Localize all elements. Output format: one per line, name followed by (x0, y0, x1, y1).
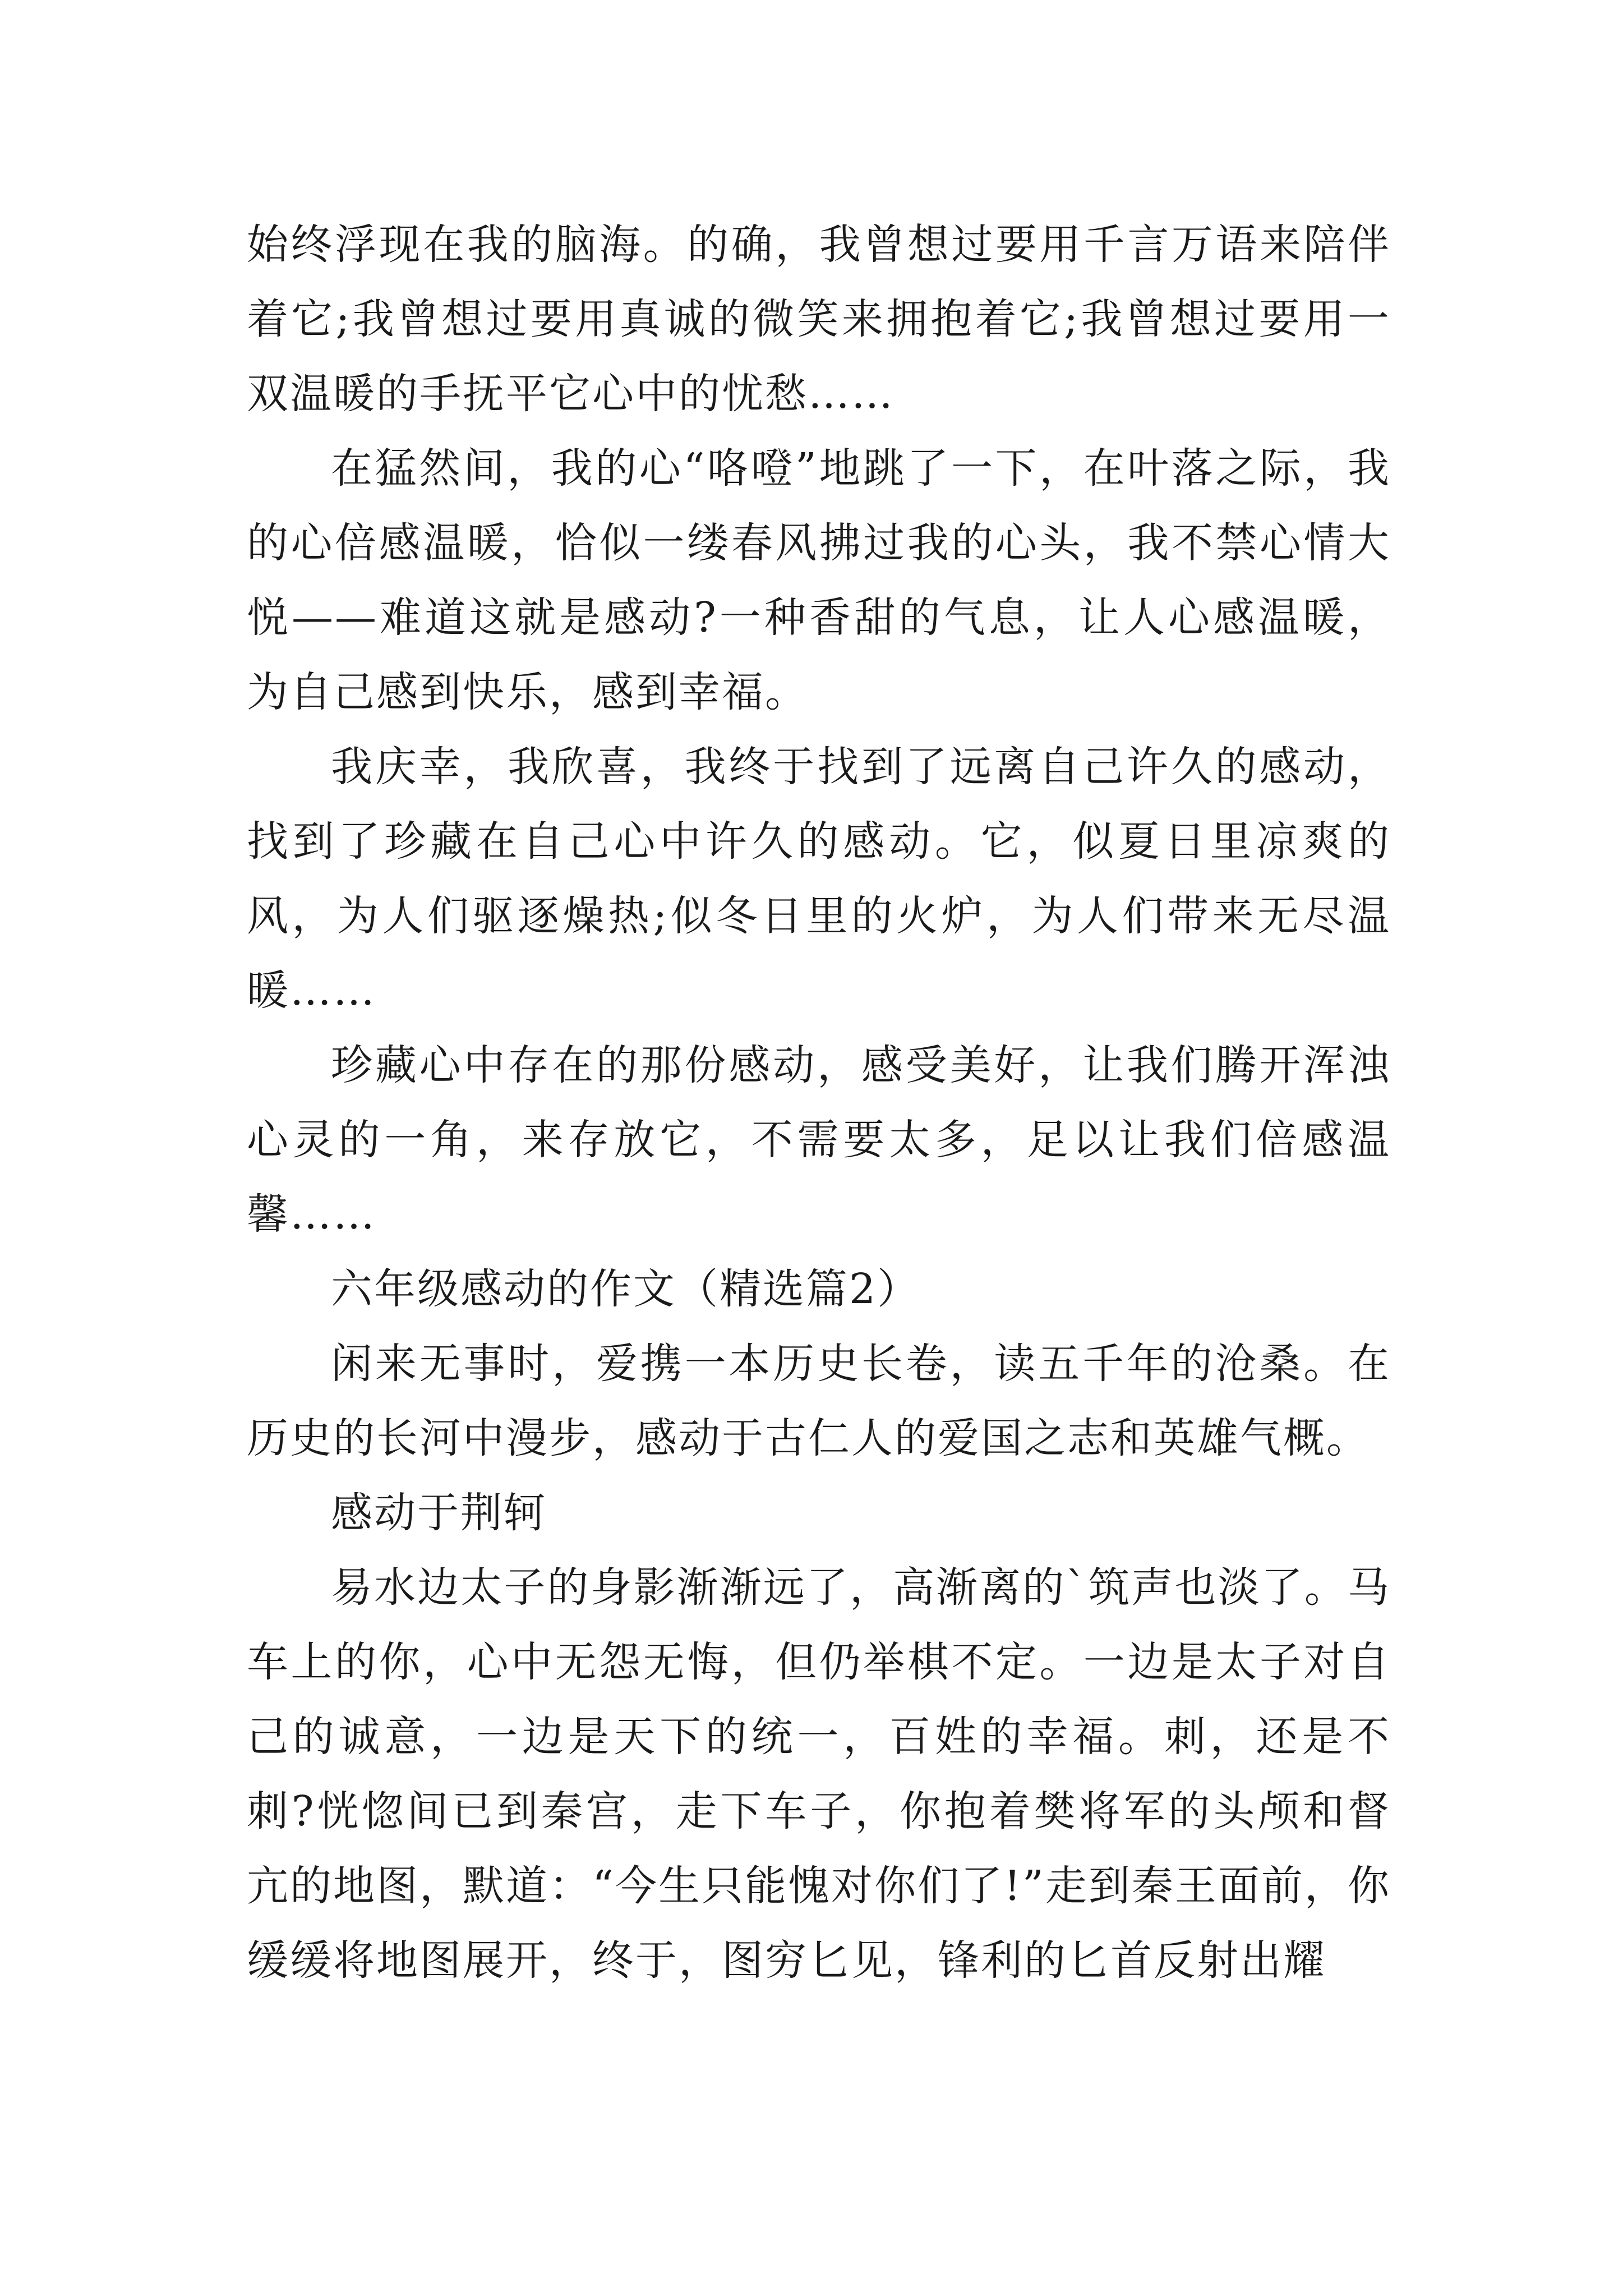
paragraph-body: 在猛然间，我的心“咯噔”地跳了一下，在叶落之际，我的心倍感温暖，恰似一缕春风拂过我的心头，我不禁心情大悦——难道这就是感动?一种香甜的气息，让人心感温暖，为自己感到快乐，感到幸福。 (247, 444, 1391, 716)
paragraph-body: 易水边太子的身影渐渐远了，高渐离的`筑声也淡了。马车上的你，心中无怨无悔，但仍举棋不定。一边是太子对自己的诚意，一边是天下的统一，百姓的幸福。刺，还是不刺?恍惚间已到秦宫，走下车子，你抱着樊将军的头颅和督亢的地图，默道：“今生只能愧对你们了!”走到秦王面前，你缓缓将地图展开，终于，图穷匕见，锋利的匕首反射出耀 (247, 1563, 1391, 1985)
paragraph-body: 珍藏心中存在的那份感动，感受美好，让我们腾开浑浊心灵的一角，来存放它，不需要太多，足以让我们倍感温馨…… (247, 1041, 1391, 1239)
essay-body (247, 208, 1391, 1998)
subsection-heading: 感动于荆轲 (331, 1489, 547, 1537)
paragraph-body: 我庆幸，我欣喜，我终于找到了远离自己许久的感动，找到了珍藏在自己心中许久的感动。它，似夏日里凉爽的风，为人们驱逐燥热;似冬日里的火炉，为人们带来无尽温暖…… (247, 743, 1391, 1015)
paragraph-continuation: 始终浮现在我的脑海。的确，我曾想过要用千言万语来陪伴着它;我曾想过要用真诚的微笑来拥抱着它;我曾想过要用一双温暖的手抚平它心中的忧愁…… (247, 220, 1391, 418)
paragraph-body: 闲来无事时，爱携一本历史长卷，读五千年的沧桑。在历史的长河中漫步，感动于古仁人的爱国之志和英雄气概。 (247, 1340, 1391, 1462)
section-heading: 六年级感动的作文（精选篇2） (331, 1265, 921, 1313)
